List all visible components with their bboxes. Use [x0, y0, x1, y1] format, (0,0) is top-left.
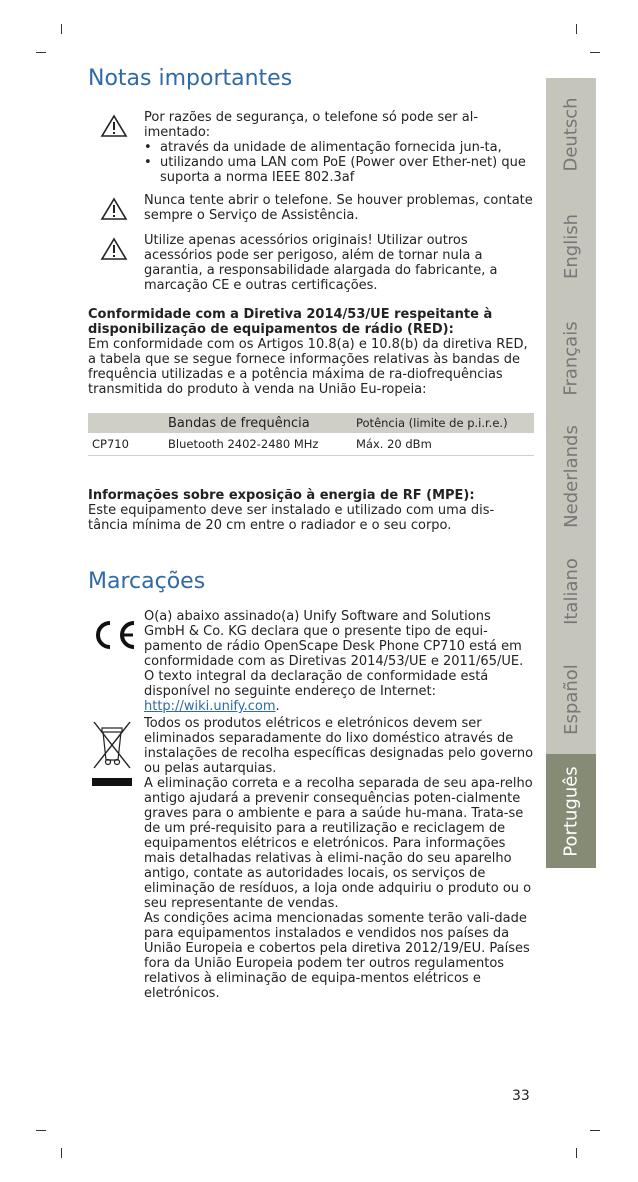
- ce-text: O texto integral da declaração de conformidade está disponível no seguinte endereço de Internet:: [144, 669, 489, 699]
- conformity-heading: Conformidade com a Diretiva 2014/53/UE respeitante à disponibilização de equipamentos de rádio (RED):: [88, 307, 493, 337]
- conformity-text: Em conformidade com os Artigos 10.8(a) e 10.8(b) da diretiva RED, a tabela que se segue fornece informações relativas às bandas de frequência utilizadas e a potência máxima de ra-diofrequências transmitida do produto à venda na União Eu-ropeia:: [88, 337, 528, 397]
- language-label: Português: [560, 765, 582, 857]
- warning-text: Por razões de segurança, o telefone só pode ser al-imentado:: [144, 110, 479, 140]
- language-label: Español: [560, 663, 582, 735]
- page-content: [88, 64, 534, 1001]
- weee-text: A eliminação correta e a recolha separada de seu apa-relho antigo ajudará a prevenir consequências poten-cialmente graves para o ambiente e para a saúde hu-mana. Trata-se de um pré-requisito para a reutilização e reciclagem de equipamentos elétricos e eletrónicos. Para informações mais detalhadas relativas à elimi-nação do seu aparelho antigo, contate as autoridades locais, os serviços de eliminação de resíduos, a loja onde adquiriu o produto ou o seu representante de vendas.: [144, 776, 533, 911]
- warning-item: [88, 110, 534, 185]
- warning-triangle-icon: [100, 197, 128, 221]
- crop-mark: [36, 52, 46, 53]
- rf-text: Este equipamento deve ser instalado e utilizado com uma dis-tância mínima de 20 cm entre o radiador e o seu corpo.: [88, 503, 495, 533]
- language-tab-deutsch[interactable]: [546, 78, 596, 190]
- table-header: Bandas de frequência: [164, 413, 352, 433]
- table-header-row: [88, 413, 534, 433]
- warning-text: Utilize apenas acessórios originais! Utilizar outros acessórios pode ser perigoso, além de tornar nula a garantia, a responsabilidade alargada do fabricante, a marcação CE e outras certificações.: [144, 233, 498, 293]
- rf-block: [88, 488, 534, 533]
- crop-mark: [61, 1148, 62, 1158]
- link-suffix: .: [275, 699, 280, 714]
- frequency-table: [88, 413, 534, 456]
- language-tab-portugues[interactable]: [546, 754, 596, 868]
- language-label: Français: [560, 320, 582, 396]
- declaration-link[interactable]: http://wiki.unify.com: [144, 699, 276, 714]
- weee-text: Todos os produtos elétricos e eletrónicos devem ser eliminados separadamente do lixo doméstico através de instalações de recolha específicas designadas pelo governo ou pelas autarquias.: [144, 716, 534, 776]
- ce-mark-icon: [90, 619, 138, 651]
- language-tab-bar: [546, 78, 596, 868]
- warning-item: [88, 233, 534, 293]
- language-tab-nederlands[interactable]: [546, 414, 596, 538]
- crop-mark: [576, 1148, 577, 1158]
- table-cell: Bluetooth 2402-2480 MHz: [164, 433, 352, 456]
- weee-text: As condições acima mencionadas somente terão vali-dade para equipamentos instalados e vendidos nos países da União Europeia e cobertos pela diretiva 2012/19/EU. Países fora da União Europeia podem ter outros regulamentos relativos à eliminação de equipa-mentos elétricos e eletrónicos.: [144, 911, 530, 1001]
- language-tab-francais[interactable]: [546, 302, 596, 414]
- warning-item: [88, 193, 534, 223]
- table-cell: CP710: [88, 433, 164, 456]
- rf-heading: Informações sobre exposição à energia de RF (MPE):: [88, 488, 475, 503]
- table-row: [88, 433, 534, 456]
- bullet-item: • utilizando uma LAN com PoE (Power over Ether-net) que suporta a norma IEEE 802.3af: [144, 155, 534, 185]
- section-title-notes: Notas importantes: [88, 66, 293, 91]
- crossed-bin-icon: [92, 718, 132, 790]
- table-cell: Máx. 20 dBm: [352, 433, 534, 456]
- warning-text: Nunca tente abrir o telefone. Se houver problemas, contate sempre o Serviço de Assistência.: [144, 193, 533, 223]
- warning-triangle-icon: [100, 237, 128, 261]
- language-tab-english[interactable]: [546, 190, 596, 302]
- crop-mark: [590, 52, 600, 53]
- language-label: Italiano: [560, 557, 582, 625]
- crop-mark: [590, 1130, 600, 1131]
- language-tab-espanol[interactable]: [546, 644, 596, 754]
- conformity-block: [88, 307, 534, 397]
- bullet-item: • através da unidade de alimentação fornecida jun-ta,: [144, 140, 534, 155]
- crop-mark: [576, 24, 577, 34]
- crop-mark: [61, 24, 62, 34]
- table-header: Potência (limite de p.i.r.e.): [352, 413, 534, 433]
- language-tab-italiano[interactable]: [546, 538, 596, 644]
- crop-mark: [36, 1130, 46, 1131]
- warning-triangle-icon: [100, 114, 128, 138]
- ce-marking-item: [88, 609, 534, 714]
- section-title-markings: Marcações: [88, 569, 206, 594]
- ce-text: O(a) abaixo assinado(a) Unify Software and Solutions GmbH & Co. KG declara que o presente tipo de equi-pamento de rádio OpenScape Desk Phone CP710 está em conformidade com as Diretivas 2014/53/UE e 2011/65/UE.: [144, 609, 524, 669]
- weee-marking-item: [88, 716, 534, 1001]
- page-number: 33: [512, 1088, 530, 1104]
- language-label: Deutsch: [560, 96, 582, 172]
- table-header: [88, 413, 164, 433]
- language-label: Nederlands: [560, 424, 582, 528]
- language-label: English: [560, 213, 582, 279]
